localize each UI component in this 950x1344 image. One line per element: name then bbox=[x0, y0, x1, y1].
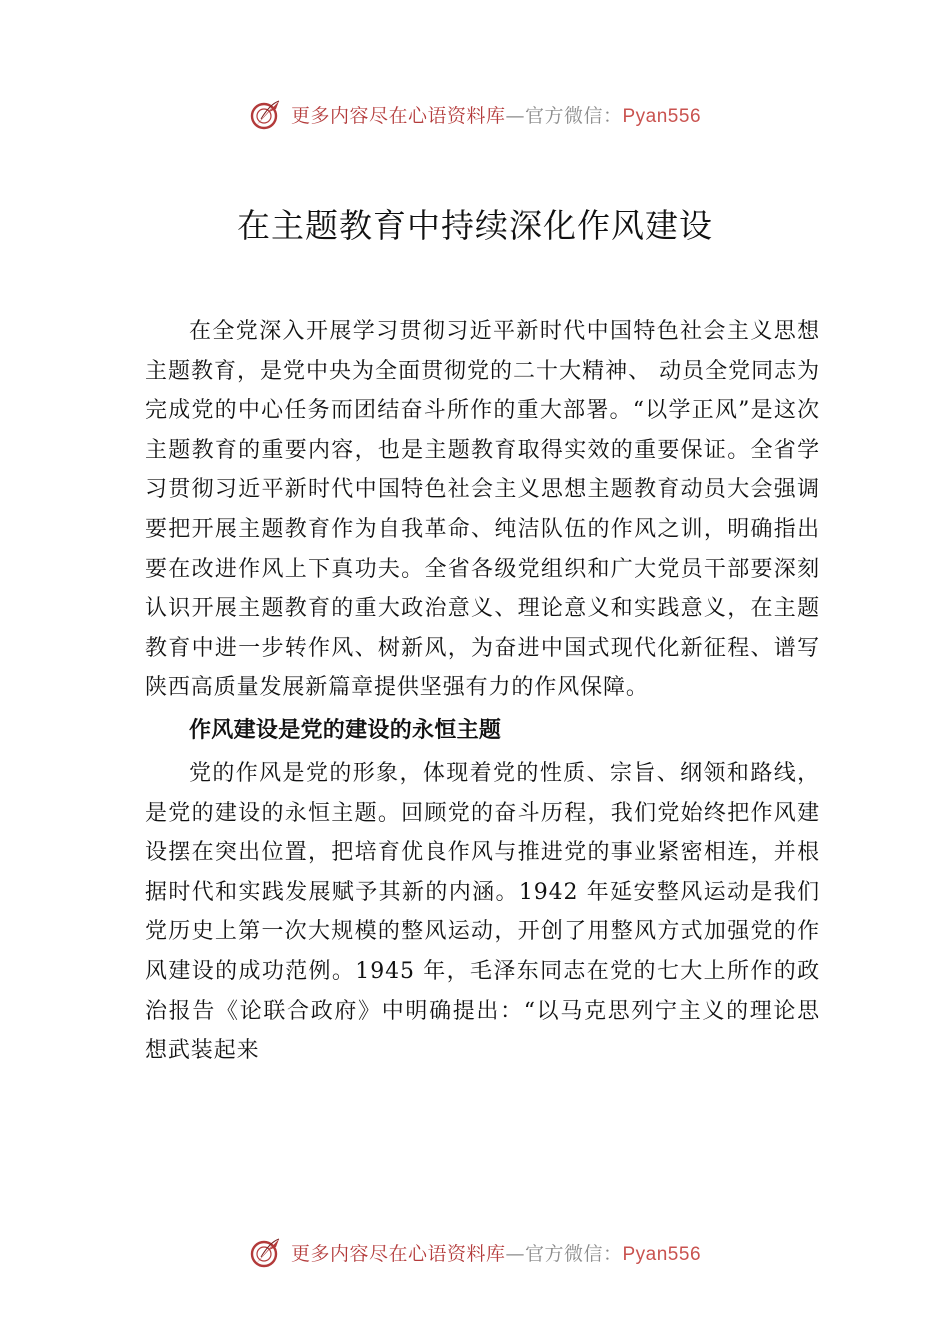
quill-pen-logo-icon bbox=[249, 97, 283, 131]
section-heading: 作风建设是党的建设的永恒主题 bbox=[189, 717, 502, 743]
header-wechat-label: 官方微信： bbox=[524, 104, 623, 127]
footer-wechat-label: 官方微信： bbox=[524, 1242, 623, 1265]
document-title: 在主题教育中持续深化作风建设 bbox=[237, 206, 713, 245]
footer-banner-slogan: 更多内容尽在心语资料库 bbox=[290, 1242, 506, 1265]
footer-banner bbox=[0, 1232, 950, 1272]
paragraph-section-1: 党的作风是党的形象，体现着党的性质、宗旨、纲领和路线，是党的建设的永恒主题。回顾党的奋斗历程，我们党始终把作风建设摆在突出位置，把培育优良作风与推进党的事业紧密相连，并根据时代和实践发展赋予其新的内涵。1942 年延安整风运动是我们党历史上第一次大规模的整风运动，开创了用整风方式加强党的作风建设的成功范例。1945 年，毛泽东同志在党的七大上所作的政治报告《论联合政府》中明确提出：“以马克思列宁主义的理论思想武装起来 bbox=[145, 760, 820, 1064]
footer-wechat-id: Pyan556 bbox=[622, 1243, 702, 1265]
header-banner bbox=[0, 94, 950, 134]
header-banner-slogan: 更多内容尽在心语资料库 bbox=[290, 104, 506, 127]
header-wechat-id: Pyan556 bbox=[622, 105, 702, 127]
footer-banner-text bbox=[291, 1239, 701, 1266]
header-banner-text bbox=[291, 101, 701, 128]
quill-pen-logo-icon bbox=[249, 1235, 283, 1269]
document-body bbox=[145, 312, 820, 1071]
paragraph-intro: 在全党深入开展学习贯彻习近平新时代中国特色社会主义思想主题教育，是党中央为全面贯彻党的二十大精神、 动员全党同志为完成党的中心任务而团结奋斗所作的重大部署。“以学正风”是这次主题教育的重要内容，也是主题教育取得实效的重要保证。全省学习贯彻习近平新时代中国特色社会主义思想主题教育动员大会强调要把开展主题教育作为自我革命、纯洁队伍的作风之训，明确指出要在改进作风上下真功夫。全省各级党组织和广大党员干部要深刻认识开展主题教育的重大政治意义、理论意义和实践意义，在主题教育中进一步转作风、树新风，为奋进中国式现代化新征程、谱写陕西高质量发展新篇章提供坚强有力的作风保障。 bbox=[145, 319, 820, 701]
footer-banner-separator: — bbox=[505, 1242, 525, 1265]
header-banner-separator: — bbox=[505, 104, 525, 127]
